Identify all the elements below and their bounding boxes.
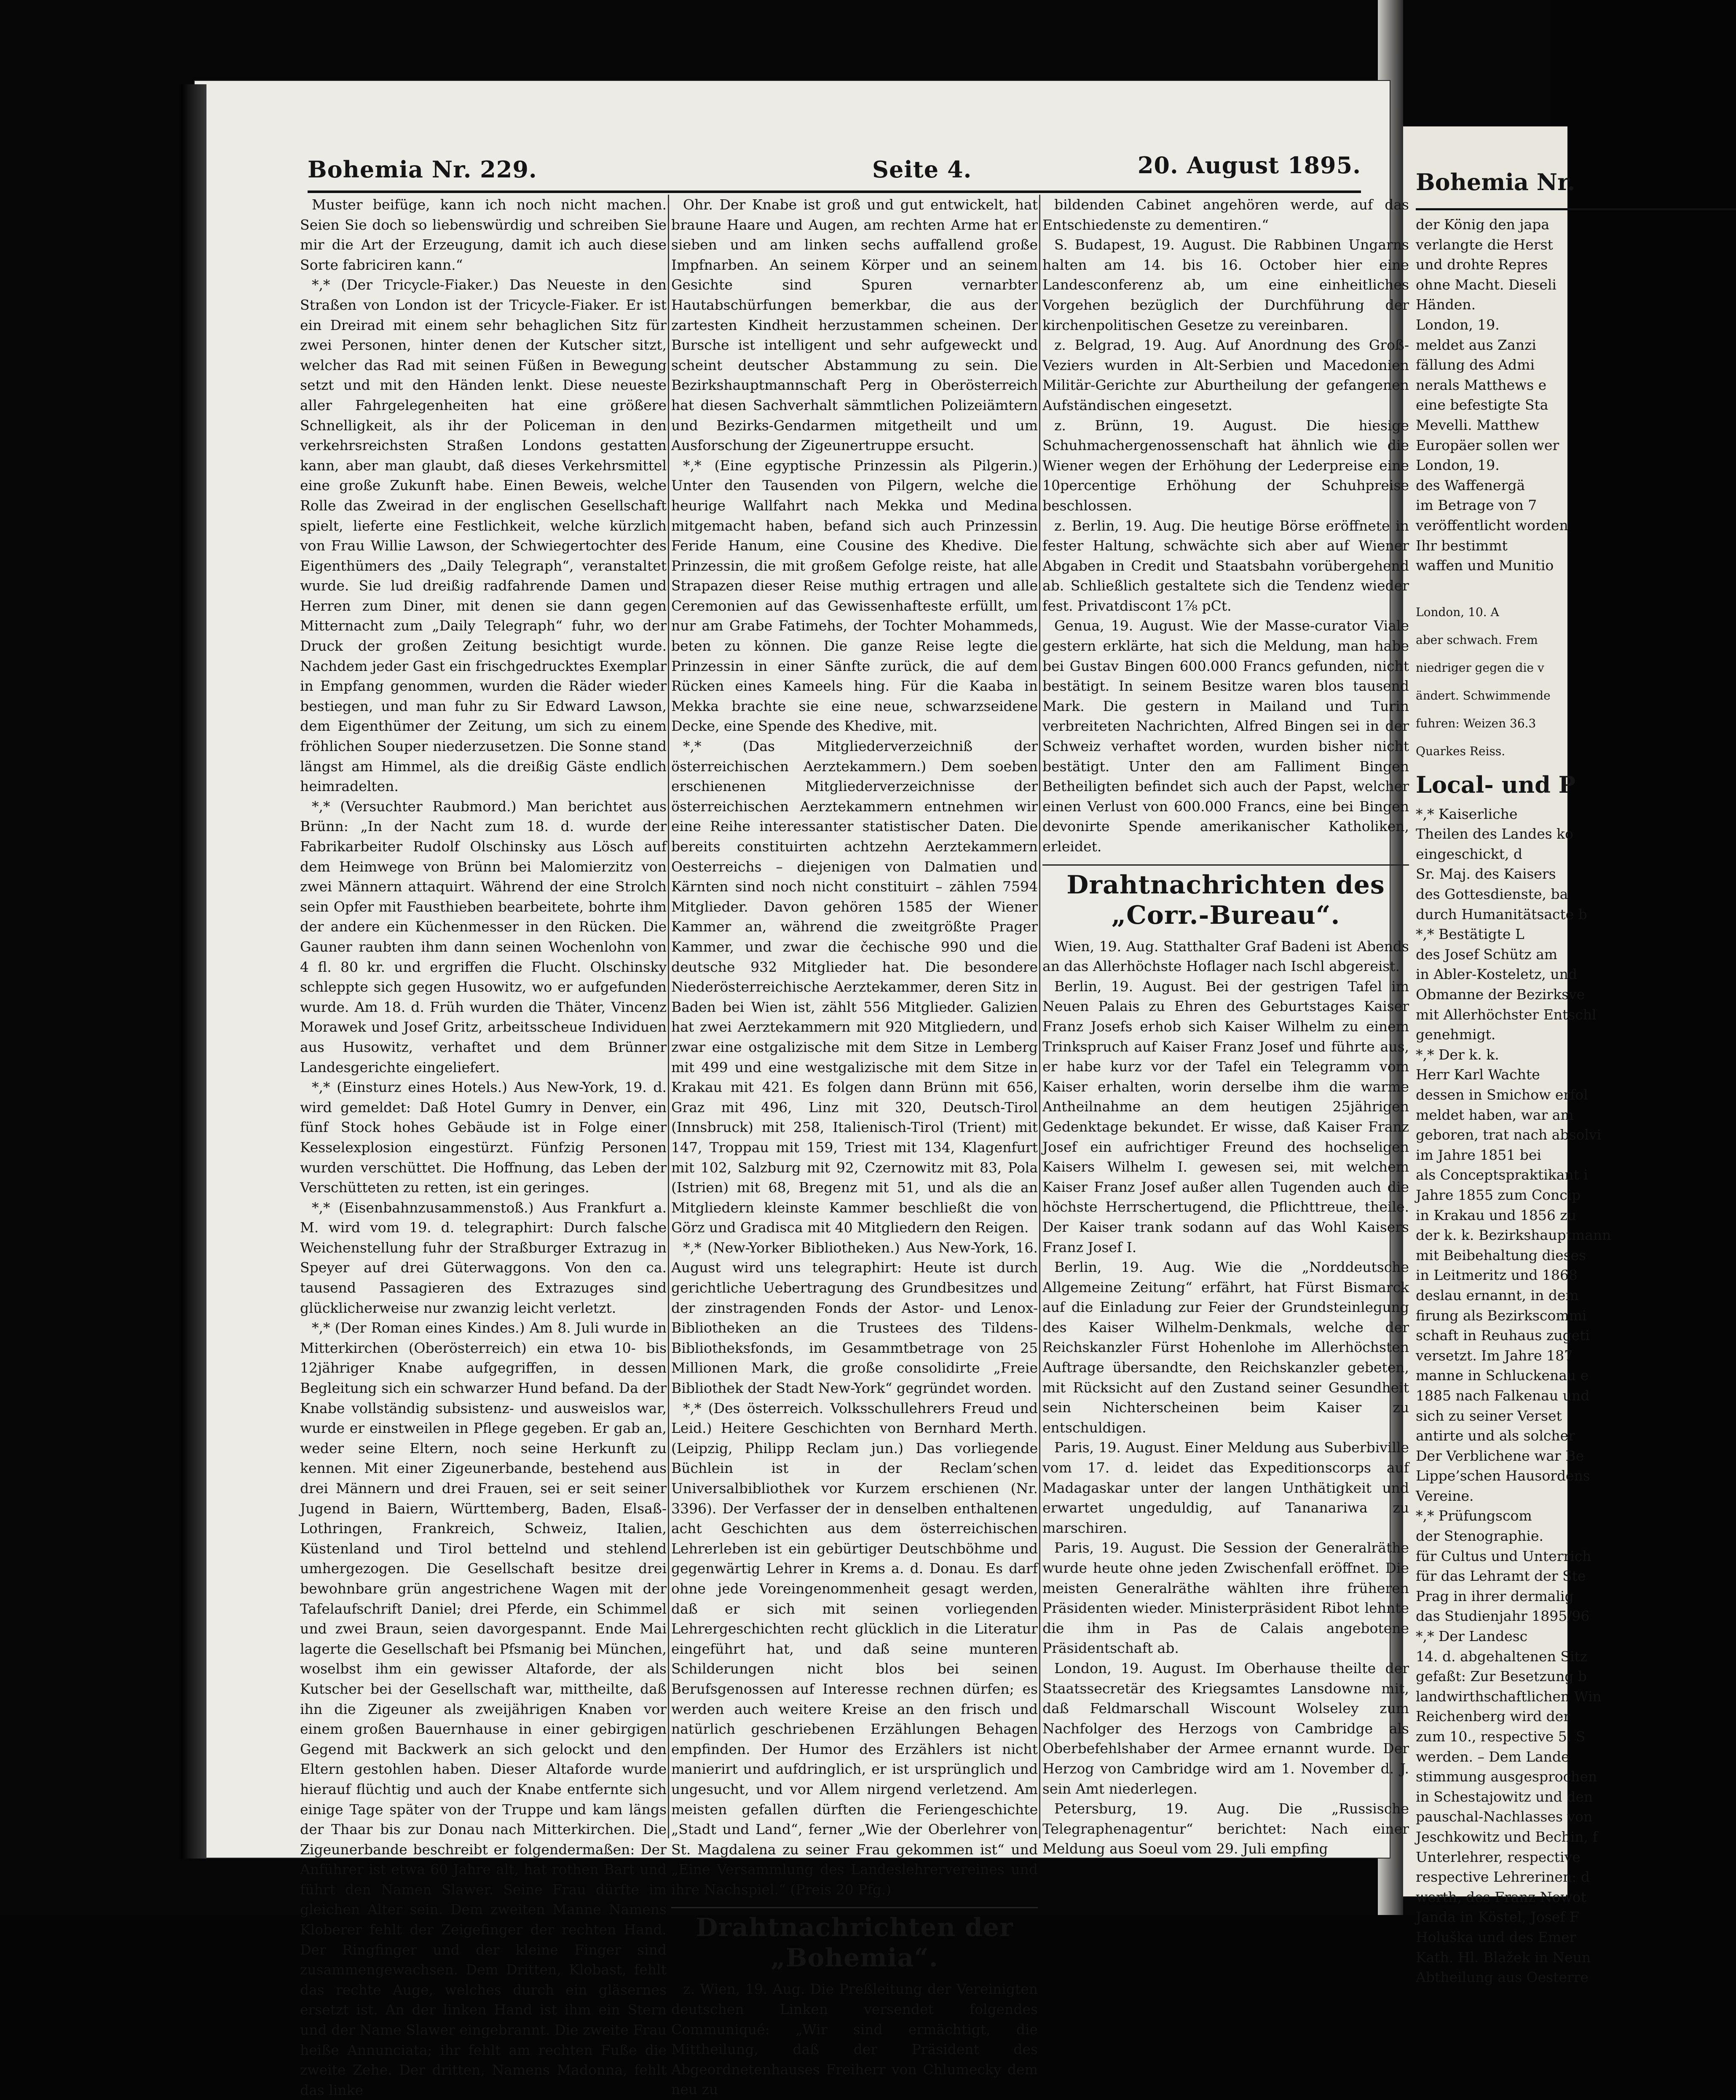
next-page-market-line: niedriger gegen die v <box>1416 660 1544 675</box>
next-page-line: waffen und Munitio <box>1416 557 1554 574</box>
article-paragraph: *,* (Versuchter Raubmord.) Man berichtet aus Brünn: „In der Nacht zum 18. d. wurde der Fabrikarbeiter Rudolf Olschinsky aus Lösch auf dem Heimwege von Brünn bei Malomierzitz von zwei Männern attaquirt. Während der eine Strolch sein Opfer mit Fausthieben bearbeitete, bohrte ihm der andere ein Küchenmesser in den Rücken. Die Gauner raubten ihm dann seinen Wochenlohn von 4 fl. 80 kr. und ergriffen die Flucht. Olschinsky schleppte sich gegen Husowitz, wo er aufgefunden wurde. Am 18. d. Früh wurden die Thäter, Vincenz Morawek und Josef Gritz, arbeitsscheue Individuen aus Husowitz, verhaftet und dem Brünner Landesgerichte eingeliefert. <box>300 798 667 1075</box>
next-page-line: London, 19. <box>1416 457 1500 474</box>
next-page-line: in Krakau und 1856 zu <box>1416 1207 1577 1223</box>
next-page-line: sich zu seiner Verset <box>1416 1407 1562 1424</box>
next-page-line: der König den japa <box>1416 216 1550 233</box>
next-page-line: und drohte Repres <box>1416 256 1548 273</box>
next-page-line: Der Verblichene war Be <box>1416 1447 1584 1464</box>
next-page-line: Obmanne der Bezirksve <box>1416 986 1585 1003</box>
next-page-text-bottom <box>1416 804 1736 1987</box>
header-date: 20. August 1895. <box>1137 152 1361 179</box>
next-page-spacer <box>1416 576 1736 593</box>
column-separator-1 <box>668 195 669 1838</box>
next-page-line: in Abler-Kosteletz, und <box>1416 966 1577 983</box>
next-page-line: mit Allerhöchster Entschl <box>1416 1006 1597 1023</box>
next-page-line: meldet haben, war am <box>1416 1106 1574 1123</box>
next-page-line: Holuška und des Emer <box>1416 1928 1576 1945</box>
next-page-line: Jeschkowitz und Bechin, f <box>1416 1828 1598 1845</box>
next-page-line: Kath. Hl. Blažek in Neun <box>1416 1949 1591 1966</box>
next-page-line: firung als Bezirkscommi <box>1416 1307 1587 1324</box>
next-page-line: werden. – Dem Lande <box>1416 1748 1570 1765</box>
next-page-market-line: ändert. Schwimmende <box>1416 688 1551 703</box>
next-page-market-line: fuhren: Weizen 36.3 <box>1416 716 1536 730</box>
telegram-paragraph: z. Wien, 19. Aug. Die Preßleitung der Vereinigten deutschen Linken versendet folgendes Communiqué: „Wir sind ermächtigt, die Mittheilung, daß der Präsident des Abgeordnetenhauses Freiherr von Chlumecky dem neu zu <box>671 1981 1038 2098</box>
next-page-line: Unterlehrer, respective <box>1416 1848 1581 1865</box>
header-masthead: Bohemia Nr. 229. <box>308 156 537 183</box>
next-page-line: *,* Kaiserliche <box>1416 805 1518 822</box>
telegram-paragraph: London, 19. August. Im Oberhause theilte der Staatssecretär des Kriegsamtes Lansdowne mit, daß Feldmarschall Wiscount Wolseley zum Nachfolger des Herzogs von Cambridge als Oberbefehlshaber der Armee ernannt wurde. Der Herzog von Cambridge wird am 1. November d. J. sein Amt niederlegen. <box>1042 1660 1409 1797</box>
next-page-line: verlangte die Herst <box>1416 236 1553 253</box>
article-paragraph: *,* (Das Mitgliederverzeichniß der österreichischen Aerztekammern.) Dem soeben erschienenen Mitgliederverzeichnisse der österreichischen Aerztekammern entnehmen wir eine Reihe interessanter statistischer Daten. Die bereits constituirten achtzehn Aerztekammern Oesterreichs – diejenigen von Dalmatien und Kärnten sind noch nicht constituirt – zählen 7594 Mitglieder. Davon gehören 1585 der Wiener Kammer an, während die zweitgrößte Prager Kammer, und zwar die čechische 990 und die deutsche 932 Mitglieder hat. Die besondere Niederösterreichische Aerztekammer, deren Sitz in Baden bei Wien ist, zählt 556 Mitglieder. Galizien hat zwei Aerztekammern mit 920 Mitgliedern, und zwar eine ostgalizische mit dem Sitze in Lemberg mit 499 und eine westgalizische mit dem Sitze in Krakau mit 421. Es folgen dann Brünn mit 656, Graz mit 496, Linz mit 320, Deutsch-Tirol (Innsbruck) mit 258, Italienisch-Tirol (Trient) mit 147, Troppau mit 159, Triest mit 134, Klagenfurt mit 102, Salzburg mit 92, Czernowitz mit 83, Pola (Istrien) mit 68, Bregenz mit 51, und als die an Mitgliedern kleinste Kammer beschließt die von Görz und Gradisca mit 40 Mitgliedern den Reigen. <box>671 738 1038 1236</box>
next-page-line: antirte und als solcher <box>1416 1427 1575 1444</box>
next-page-market-line: aber schwach. Frem <box>1416 633 1538 647</box>
next-page-line: Lippe’schen Hausordens <box>1416 1467 1590 1484</box>
next-page-line: *,* Bestätigte L <box>1416 926 1524 943</box>
next-page-line: mit Beibehaltung dieses <box>1416 1247 1586 1263</box>
corr-bureau-telegrams <box>1042 936 1409 1859</box>
next-page-header: Bohemia Nr. <box>1416 169 1575 196</box>
next-page-line: in Leitmeritz und 1868 <box>1416 1267 1578 1284</box>
telegram-paragraph: z. Berlin, 19. Aug. Die heutige Börse eröffnete in fester Haltung, schwächte sich aber auf Wiener Abgaben in Credit und Staatsbahn vorübergehend ab. Schließlich gestaltete sich die Tendenz wieder fest. Privatdiscont 1⅞ pCt. <box>1042 517 1409 614</box>
telegram-paragraph: z. Belgrad, 19. Aug. Auf Anordnung des Groß-Veziers wurden in Alt-Serbien und Macedonien Militär-Gerichte zur Aburtheilung der gefangenen Aufständischen eingesetzt. <box>1042 337 1409 413</box>
bohemia-telegrams-heading: Drahtnachrichten der „Bohemia“. <box>671 1907 1038 1973</box>
corr-bureau-telegrams-heading: Drahtnachrichten des „Corr.-Bureau“. <box>1042 864 1409 931</box>
next-page-line: Abtheilung aus Oesterre <box>1416 1969 1589 1986</box>
next-page-line: stimmung ausgesprochen <box>1416 1768 1597 1785</box>
column-2-articles <box>671 195 1038 1899</box>
next-page-line: Jahre 1855 zum Concip <box>1416 1186 1581 1203</box>
next-page-line: Herr Karl Wachte <box>1416 1066 1540 1083</box>
next-page-market-report <box>1416 604 1736 759</box>
telegram-paragraph: Berlin, 19. August. Bei der gestrigen Tafel im Neuen Palais zu Ehren des Geburtstages Kaiser Franz Josefs erhob sich Kaiser Wilhelm zu einem Trinkspruch auf Kaiser Franz Josef und führte aus, er habe kurz vor der Tafel ein Telegramm vom Kaiser erhalten, worin derselbe ihm die warme Antheilnahme an dem heutigen 25jährigen Gedenktage bekundet. Er wisse, daß Kaiser Franz Josef ein aufrichtiger Freund des hochseligen Kaisers Wilhelm I. gewesen sei, mit welchem Kaiser Franz Josef außer allen Tugenden auch die höchste Herrschertugend, die Pflichttreue, theile. Der Kaiser trank sodann auf das Wohl Kaisers Franz Josef I. <box>1042 978 1409 1255</box>
column-3 <box>1042 195 1409 1857</box>
next-page-line: für Cultus und Unterrich <box>1416 1548 1591 1564</box>
telegram-paragraph: z. Brünn, 19. August. Die hiesige Schuhmachergenossenschaft hat ähnlich wie die Wiener wegen der Erhöhung der Lederpreise eine 10percentige Erhöhung der Schuhpreise beschlossen. <box>1042 417 1409 514</box>
next-page-line: landwirthschaftlichen Win <box>1416 1688 1602 1705</box>
column-1-articles <box>300 195 667 2100</box>
next-page-line: des Waffenergä <box>1416 477 1525 493</box>
telegram-paragraph: Berlin, 19. Aug. Wie die „Norddeutsche Allgemeine Zeitung“ erfährt, hat Fürst Bismarck auf die Einladung zur Feier der Grundsteinlegung des Kaiser Wilhelm-Denkmals, welche der Reichskanzler Fürst Hohenlohe im Allerhöchsten Auftrage übersandte, den Reichskanzler gebeten, mit Rücksicht auf den Zustand seiner Gesundheit sein Nichterscheinen beim Kaiser zu entschuldigen. <box>1042 1259 1409 1436</box>
telegram-paragraph: Paris, 19. August. Die Session der Generalräthe wurde heute ohne jeden Zwischenfall eröffnet. Die meisten Generalräthe wählten ihre früheren Präsidenten wieder. Ministerpräsident Ribot lehnte die ihm in Pas de Calais angebotene Präsidentschaft ab. <box>1042 1539 1409 1657</box>
next-page-rule <box>1416 208 1736 210</box>
next-page-line: London, 19. <box>1416 316 1500 333</box>
next-page-line: dessen in Smichow erfol <box>1416 1086 1588 1103</box>
newspaper-page <box>194 80 1409 2098</box>
next-page-line: *,* Prüfungscom <box>1416 1507 1532 1524</box>
next-page-line: geboren, trat nach absolvi <box>1416 1126 1602 1143</box>
next-page-line: genehmigt. <box>1416 1026 1496 1043</box>
next-page-line: der Stenographie. <box>1416 1528 1543 1545</box>
next-page-line: eingeschickt, d <box>1416 845 1523 862</box>
next-page-line: zum 10., respective 5. S <box>1416 1728 1586 1745</box>
next-page-line: Mevelli. Matthew <box>1416 416 1540 433</box>
next-page-line: 14. d. abgehaltenen Sitz <box>1416 1648 1588 1665</box>
article-paragraph: *,* (Einsturz eines Hotels.) Aus New-York, 19. d. wird gemeldet: Daß Hotel Gumry in Denver, ein fünf Stock hohes Gebäude ist in Folge einer Kesselexplosion eingestürzt. Fünfzig Personen wurden verschüttet. Die Hoffnung, das Leben der Verschütteten zu retten, ist ein geringes. <box>300 1079 667 1196</box>
next-page-line: respective Lehrerinen: d <box>1416 1869 1590 1885</box>
article-paragraph: *,* (Eisenbahnzusammenstoß.) Aus Frankfurt a. M. wird vom 19. d. telegraphirt: Durch falsche Weichenstellung fuhr der Straßburger Extrazug in Speyer auf drei Güterwaggons. Von den ca. tausend Passagieren des Extrazuges sind glücklicherweise nur zwanzig leicht verletzt. <box>300 1199 667 1316</box>
next-page-line: Prag in ihrer dermalig <box>1416 1588 1574 1604</box>
article-paragraph: *,* (Der Roman eines Kindes.) Am 8. Juli wurde in Mitterkirchen (Oberösterreich) ein etwa 10- bis 12jähriger Knabe aufgegriffen, in dessen Begleitung sich ein schwarzer Hund befand. Da der Knabe vollständig subsistenz- und ausweislos war, wurde er einstweilen in Pflege gegeben. Er gab an, weder seine Eltern, noch seine Herkunft zu kennen. Mit einer Zigeunerbande, bestehend aus drei Männern und drei Frauen, sei er seit seiner Jugend in Baiern, Württemberg, Baden, Elsaß-Lothringen, Frankreich, Schweiz, Italien, Küstenland und Tirol bettelnd und stehlend umhergezogen. Die Gesellschaft besitze drei bewohnbare grün angestrichene Wagen mit der Tafelaufschrift Daniel; drei Pferde, ein Schimmel und zwei Braun, seien davorgespannt. Ende Mai lagerte die Gesellschaft bei Pfsmanig bei München, woselbst ihm ein gewisser Altaforde, der als Kutscher bei der Gesellschaft war, mittheilte, daß ihn die Zigeuner als zweijährigen Knaben vor einem großen Bauernhause in einer gebirgigen Gegend mit Backwerk an sich gelockt und den Eltern gestohlen haben. Dieser Altaforde wurde hierauf flüchtig und auch der Knabe entfernte sich einige Tage später von der Truppe und kam längs der Thaar bis zur Donau nach Mitterkirchen. Die Zigeunerbande beschreibt er folgendermaßen: Der Anführer ist etwa 60 Jahre alt, hat rothen Bart und führt den Namen Slawer. Seine Frau dürfte im gleichen Alter sein. Dem zweiten Manne Namens Kloberer fehlt der Zeigefinger der rechten Hand. Der Ringfinger und der kleine Finger sind zusammengewachsen. Dem Dritten, Klobast, fehlt das rechte Auge, welches durch ein gläsernes ersetzt ist. An der linken Hand ist ihm ein Stern und der Name Slawer eingebrannt. Die zweite Frau heiße Annunciata; ihr fehlt am rechten Fuße die zweite Zehe. Der dritten, Namens Madonna, fehlt das linke <box>300 1320 667 2098</box>
next-page-line: Europäer sollen wer <box>1416 437 1559 453</box>
article-paragraph: Ohr. Der Knabe ist groß und gut entwickelt, hat braune Haare und Augen, am rechten Arme hat er sieben und am linken sechs auffallend große Impfnarben. An seinem Körper und an seinem Gesichte sind Spuren vernarbter Hautabschürfungen bemerkbar, die aus der zartesten Kindheit herzustammen scheinen. Der Bursche ist intelligent und sehr aufgeweckt und scheint deutscher Abstammung zu sein. Die Bezirkshauptmannschaft Perg in Oberösterreich hat diesen Sachverhalt sämmtlichen Polizeiämtern und Bezirks-Gendarmen mitgetheilt und um Ausforschung der Zigeunertruppe ersucht. <box>671 196 1038 454</box>
article-paragraph: *,* (Eine egyptische Prinzessin als Pilgerin.) Unter den Tausenden von Pilgern, welche die heurige Wallfahrt nach Mekka und Medina mitgemacht haben, befand sich auch Prinzessin Feride Hanum, eine Cousine des Khedive. Die Prinzessin, die mit großem Gefolge reiste, hat alle Strapazen dieser Reise muthig ertragen und alle Ceremonien auf das Gewissenhafteste erfüllt, um nur am Grabe Fatimehs, der Tochter Mohammeds, beten zu können. Die ganze Reise legte die Prinzessin in einer Sänfte zurück, die auf dem Rücken eines Kameels hing. Für die Kaaba in Mekka brachte sie eine neue, schwarzseidene Decke, eine Spende des Khedive, mit. <box>671 457 1038 735</box>
article-paragraph: Muster beifüge, kann ich noch nicht machen. Seien Sie doch so liebenswürdig und schreiben Sie mir die Art der Erzeugung, damit ich auch diese Sorte fabriciren kann.“ <box>300 196 667 273</box>
page-header <box>308 152 1361 185</box>
next-page-line: Ihr bestimmt <box>1416 537 1508 554</box>
next-page-line: des Gottesdienste, ba <box>1416 886 1568 903</box>
next-page-line: schaft in Reuhaus zugeti <box>1416 1327 1590 1344</box>
article-paragraph: *,* (New-Yorker Bibliotheken.) Aus New-York, 16. August wird uns telegraphirt: Heute ist durch gerichtliche Uebertragung des Grundbesitzes und der zinstragenden Fonds der Astor- und Lenox-Bibliotheken an die Trustees des Tildens-Bibliotheksfonds, im Gesammtbetrage von 25 Millionen Mark, die große consolidirte „Freie Bibliothek der Stadt New-York“ gegründet worden. <box>671 1239 1038 1397</box>
next-page-fragment <box>1390 126 1611 1986</box>
next-page-market-line: Quarkes Reiss. <box>1416 744 1506 758</box>
next-page-line: Janda in Köstel, Josef F <box>1416 1909 1579 1926</box>
next-page-line: der k. k. Bezirkshauptmann <box>1416 1227 1611 1244</box>
next-page-market-line: London, 10. A <box>1416 605 1499 619</box>
next-page-line: versetzt. Im Jahre 187 <box>1416 1347 1573 1364</box>
next-page-line: Reichenberg wird der <box>1416 1708 1570 1725</box>
next-page-line: Händen. <box>1416 296 1476 313</box>
header-rule <box>308 190 1361 193</box>
next-page-line: durch Humanitätsacte b <box>1416 906 1587 923</box>
column-separator-2 <box>1039 195 1040 1838</box>
column-2 <box>671 195 1038 2098</box>
next-page-line: im Betrage von 7 <box>1416 497 1537 514</box>
next-page-line: pauschal-Nachlasses von <box>1416 1808 1593 1825</box>
next-page-line: werth, des Franz Nowot <box>1416 1888 1586 1905</box>
next-page-line: *,* Der k. k. <box>1416 1046 1499 1063</box>
bohemia-telegrams <box>671 1979 1038 2100</box>
column-3-telegrams <box>1042 195 1409 857</box>
next-page-line: im Jahre 1851 bei <box>1416 1146 1541 1163</box>
next-page-line: *,* Der Landesc <box>1416 1628 1528 1645</box>
next-page-section-heading: Local- und P <box>1416 771 1576 798</box>
next-page-line: des Josef Schütz am <box>1416 946 1558 963</box>
next-page-line: als Conceptspraktikant i <box>1416 1167 1588 1183</box>
next-page-line: fällung des Admi <box>1416 357 1535 373</box>
article-paragraph: *,* (Des österreich. Volksschullehrers Freud und Leid.) Heitere Geschichten von Bernhard Merth. (Leipzig, Philipp Reclam jun.) Das vorliegende Büchlein ist in der Reclam’schen Universalbibliothek vor Kurzem erschienen (Nr. 3396). Der Verfasser der in denselben enthaltenen acht Geschichten aus dem österreichischen Lehrerleben ist ein gebürtiger Deutschböhme und gegenwärtig Lehrer in Krems a. d. Donau. Es darf ohne jede Voreingenommenheit gesagt werden, daß er sich mit seinen vorliegenden Lehrergeschichten recht glücklich in die Literatur eingeführt hat, und daß seine munteren Schilderungen nicht blos bei seinen Berufsgenossen auf Interesse rechnen dürfen; es werden auch weitere Kreise an den frisch und natürlich geschriebenen Erzählungen Behagen empfinden. Der Humor des Erzählers ist nicht manierirt und aufdringlich, er ist ursprünglich und ungesucht, und vor Allem nirgend verletzend. Am meisten gefallen dürften die Feriengeschichte „Stadt und Land“, ferner „Wie der Oberlehrer von St. Magdalena zu seiner Frau gekommen ist“ und „Eine Versammlung des Landeslehrervereines und ihre Nachspiel.“ (Preis 20 Pfg.) <box>671 1400 1038 1898</box>
next-page-line: nerals Matthews e <box>1416 376 1547 393</box>
telegram-paragraph: Wien, 19. Aug. Statthalter Graf Badeni ist Abends an das Allerhöchste Hoflager nach Ischl abgereist. <box>1042 938 1409 975</box>
header-page-number: Seite 4. <box>872 156 972 183</box>
next-page-line: meldet aus Zanzi <box>1416 336 1536 353</box>
telegram-paragraph: Petersburg, 19. Aug. Die „Russische Telegraphenagentur“ berichtet: Nach einer Meldung aus Soeul vom 29. Juli empfing <box>1042 1800 1409 1857</box>
next-page-line: Theilen des Landes ko <box>1416 826 1574 842</box>
next-page-line: Sr. Maj. des Kaisers <box>1416 866 1556 882</box>
next-page-line: ohne Macht. Dieseli <box>1416 276 1557 293</box>
next-page-line: für das Lehramt der Ste <box>1416 1568 1586 1585</box>
next-page-line: gefaßt: Zur Besetzung b <box>1416 1668 1587 1685</box>
article-paragraph: *,* (Der Tricycle-Fiaker.) Das Neueste in den Straßen von London ist der Tricycle-Fiaker. Er ist ein Dreirad mit einem sehr behaglichen Sitz für zwei Personen, hinter denen der Kutscher sitzt, welcher das Rad mit seinen Füßen in Bewegung setzt und mit den Händen lenkt. Diese neueste aller Fahrgelegenheiten hat eine größere Schnelligkeit, als ihr der Policeman in den verkehrsreichsten Straßen Londons gestatten kann, aber man glaubt, daß dieses Verkehrsmittel eine große Zukunft habe. Einen Beweis, welche Rolle das Zweirad in der englischen Gesellschaft spielt, lieferte eine Festlichkeit, welche kürzlich von Frau Willie Lawson, der Schwiegertochter des Eigenthümers des „Daily Telegraph“, veranstaltet wurde. Sie lud dreißig radfahrende Damen und Herren zum Diner, mit denen sie dann gegen Mitternacht zum „Daily Telegraph“ fuhr, wo der Druck der großen Zeitung besichtigt wurde. Nachdem jeder Gast ein frischgedrucktes Exemplar in Empfang genommen, wurden die Räder wieder bestiegen, und man fuhr zu Sir Edward Lawson, dem Eigenthümer der Zeitung, um sich zu einem fröhlichen Souper niederzusetzen. Die Sonne stand längst am Himmel, als die dreißig Gäste endlich heimradelten. <box>300 276 667 795</box>
next-page-line: eine befestigte Sta <box>1416 397 1548 413</box>
telegram-paragraph: S. Budapest, 19. August. Die Rabbinen Ungarns halten am 14. bis 16. October hier eine Landesconferenz ab, um eine einheitliches Vorgehen bezüglich der Durchführung der kirchenpolitischen Gesetze zu vereinbaren. <box>1042 236 1409 333</box>
next-page-line: 1885 nach Falkenau und <box>1416 1387 1590 1404</box>
next-page-line: das Studienjahr 1895/96 <box>1416 1608 1590 1625</box>
next-page-line: Vereine. <box>1416 1487 1474 1504</box>
telegram-paragraph: bildenden Cabinet angehören werde, auf das Entschiedenste zu dementiren.“ <box>1042 196 1409 233</box>
next-page-line: veröffentlicht worden <box>1416 517 1568 534</box>
book-spine <box>181 84 206 1859</box>
telegram-paragraph: Paris, 19. August. Einer Meldung aus Suberbiville vom 17. d. leidet das Expeditionscorps auf Madagaskar unter der langen Unthätigkeit und erwartet ungeduldig, auf Tananariwa zu marschiren. <box>1042 1439 1409 1536</box>
telegram-paragraph: Genua, 19. August. Wie der Masse-curator Viale gestern erklärte, hat sich die Meldung, man habe bei Gustav Bingen 600.000 Francs gefunden, nicht bestätigt. In seinem Besitze waren blos tausend Mark. Die gestern in Mailand und Turin verbreiteten Nachrichten, Alfred Bingen sei in der Schweiz verhaftet worden, wurden bisher nicht bestätigt. Unter den am Falliment Bingen Betheiligten befindet sich auch der Papst, welcher einen Verlust von 600.000 Francs, eine bei Bingen devonirte Spende amerikanischer Katholiken, erleidet. <box>1042 617 1409 855</box>
next-page-line: deslau ernannt, in dem <box>1416 1287 1579 1303</box>
next-page-line: manne in Schluckenau e <box>1416 1367 1589 1384</box>
next-page-line: in Schestajowitz und den <box>1416 1788 1593 1805</box>
column-1 <box>300 195 667 2098</box>
next-page-text-top <box>1416 215 1736 576</box>
